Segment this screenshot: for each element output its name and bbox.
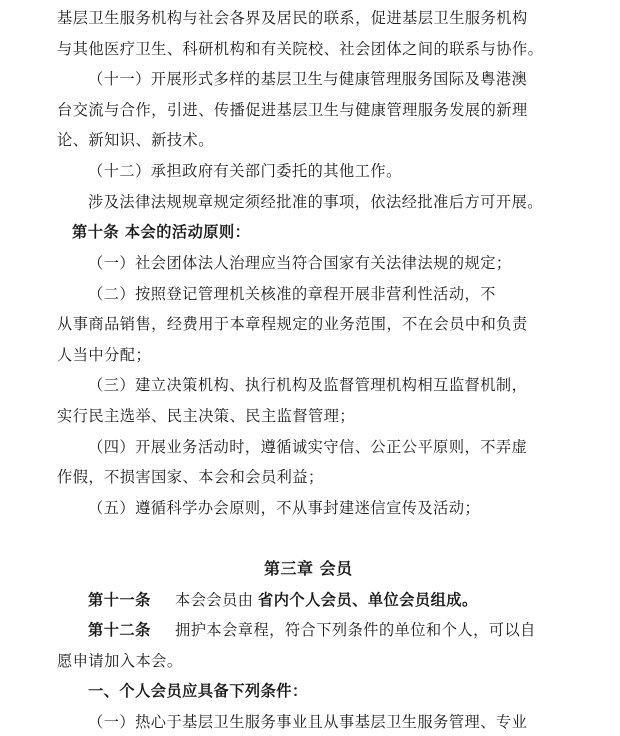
paragraph-line: 本会会员由 [175,591,254,609]
paragraph-line: 与其他医疗卫生、科研机构和有关院校、社会团体之间的联系与协作。 [57,40,544,58]
paragraph-line-bold: 省内个人会员、单位会员组成。 [258,591,478,609]
paragraph-line: 实行民主选举、民主决策、民主监督管理； [57,407,356,425]
paragraph-line: （二）按照登记管理机关核准的章程开展非营利性活动，不 [88,285,496,303]
paragraph-line: 从事商品销售，经费用于本章程规定的业务范围，不在会员中和负责 [57,315,528,333]
paragraph-line: 论、新知识、新技术。 [57,131,214,149]
paragraph-line: （十二）承担政府有关部门委托的其他工作。 [88,162,402,180]
paragraph-line: 涉及法律法规规章规定须经批准的事项，依法经批准后方可开展。 [88,193,543,211]
paragraph-line: （四）开展业务活动时，遵循诚实守信、公正公平原则，不弄虚 [88,438,528,456]
paragraph-line: （十一）开展形式多样的基层卫生与健康管理服务国际及粤港澳 [88,70,528,88]
article-12-label: 第十二条 [88,621,151,639]
paragraph-line: 台交流与合作，引进、传播促进基层卫生与健康管理服务发展的新理 [57,101,528,119]
article-11-label: 第十一条 [88,591,151,609]
paragraph-line: （三）建立决策机构、执行机构及监督管理机构相互监督机制， [88,376,528,394]
paragraph-line: 人当中分配； [57,346,152,364]
section-heading: 一、个人会员应具备下列条件： [88,682,308,700]
paragraph-line: 拥护本会章程，符合下列条件的单位和个人，可以自 [175,621,536,639]
paragraph-line: （一）热心于基层卫生服务事业且从事基层卫生服务管理、专业 [88,713,528,731]
paragraph-line: （一）社会团体法人治理应当符合国家有关法律法规的规定； [88,254,512,272]
chapter-3-title: 第三章 会员 [264,559,353,578]
paragraph-line: （五）遵循科学办会原则，不从事封建迷信宣传及活动； [88,499,481,517]
paragraph-line: 愿申请加入本会。 [57,652,183,670]
paragraph-line: 基层卫生服务机构与社会各界及居民的联系，促进基层卫生服务机构 [57,9,528,27]
article-10-heading: 第十条 本会的活动原则： [72,223,251,241]
paragraph-line: 作假，不损害国家、本会和会员利益； [57,468,324,486]
